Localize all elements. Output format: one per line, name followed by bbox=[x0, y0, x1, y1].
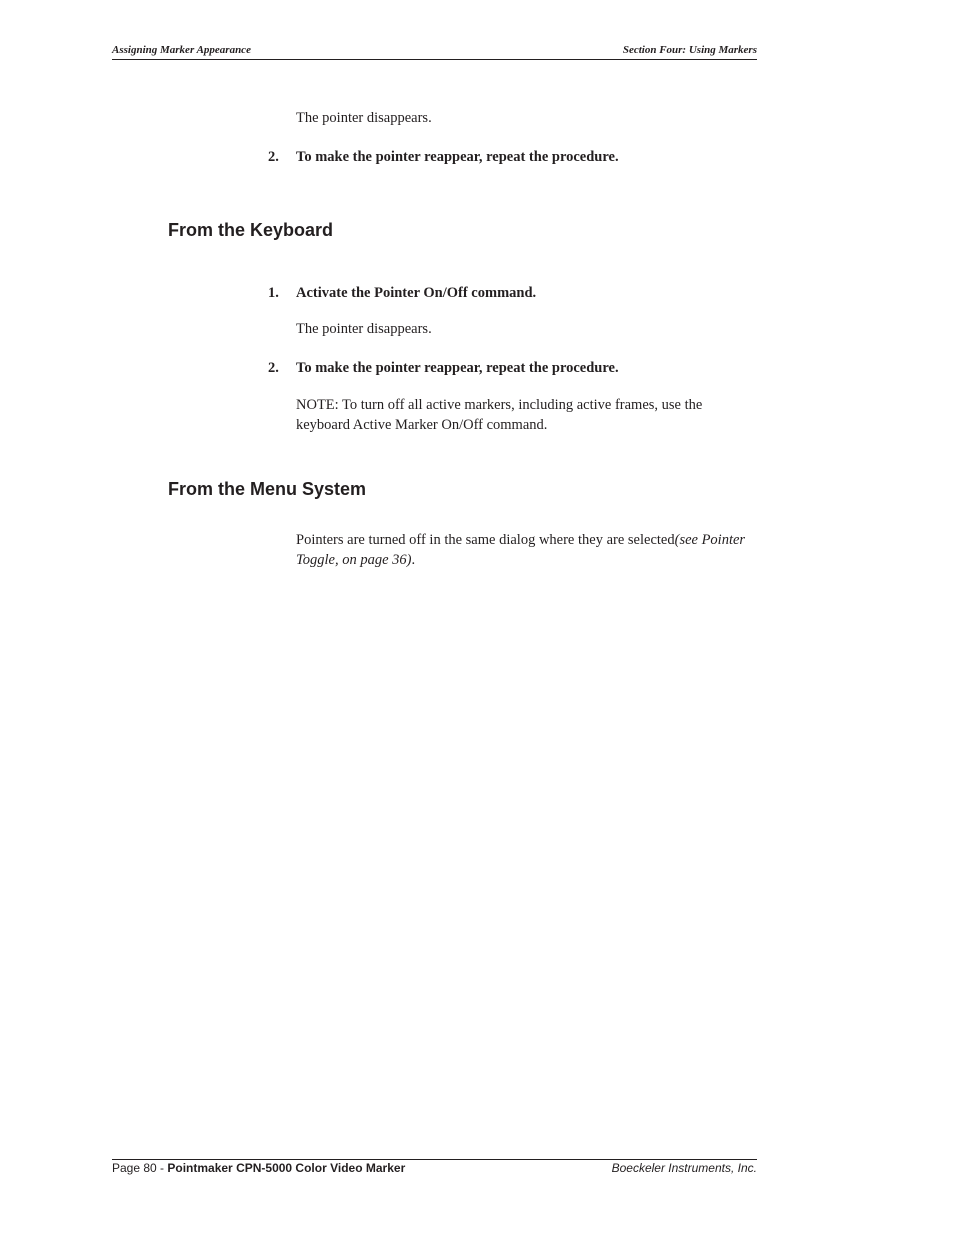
keyboard-step-1 bbox=[268, 283, 758, 303]
page-reference-part-2: Toggle, on page 36) bbox=[296, 552, 412, 568]
footer-company-name: Boeckeler Instruments, Inc. bbox=[611, 1161, 757, 1175]
keyboard-result-text: The pointer disappears. bbox=[296, 321, 432, 337]
header-section-title: Section Four: Using Markers bbox=[622, 44, 757, 56]
keyboard-step-2 bbox=[268, 358, 758, 378]
header-chapter-title: Assigning Marker Appearance bbox=[112, 44, 251, 56]
step-number: 2. bbox=[268, 149, 279, 165]
running-header bbox=[112, 44, 757, 60]
step-text: To make the pointer reappear, repeat the procedure. bbox=[296, 149, 619, 165]
step-number: 2. bbox=[268, 360, 279, 376]
top-result-text: The pointer disappears. bbox=[296, 110, 432, 126]
footer-page-label: Page 80 - bbox=[112, 1161, 168, 1175]
menu-section-heading: From the Menu System bbox=[168, 479, 367, 499]
menu-section-paragraph bbox=[296, 530, 756, 570]
step-text: To make the pointer reappear, repeat the procedure. bbox=[296, 360, 619, 376]
keyboard-note bbox=[296, 395, 756, 435]
footer-product-name: Pointmaker CPN-5000 Color Video Marker bbox=[167, 1161, 406, 1175]
page-reference-part-1: (see Pointer bbox=[674, 532, 746, 548]
running-footer bbox=[112, 1159, 757, 1175]
keyboard-section-heading: From the Keyboard bbox=[168, 220, 334, 240]
note-line-2: keyboard Active Marker On/Off command. bbox=[296, 417, 548, 433]
note-line-1: NOTE: To turn off all active markers, including active frames, use the bbox=[296, 397, 703, 413]
footer-page-info bbox=[112, 1161, 405, 1175]
page-reference-end: . bbox=[411, 552, 416, 568]
step-number: 1. bbox=[268, 285, 279, 301]
top-step-2 bbox=[268, 147, 758, 167]
menu-paragraph-text: Pointers are turned off in the same dialog where they are selected bbox=[296, 532, 675, 548]
step-text: Activate the Pointer On/Off command. bbox=[296, 285, 537, 301]
